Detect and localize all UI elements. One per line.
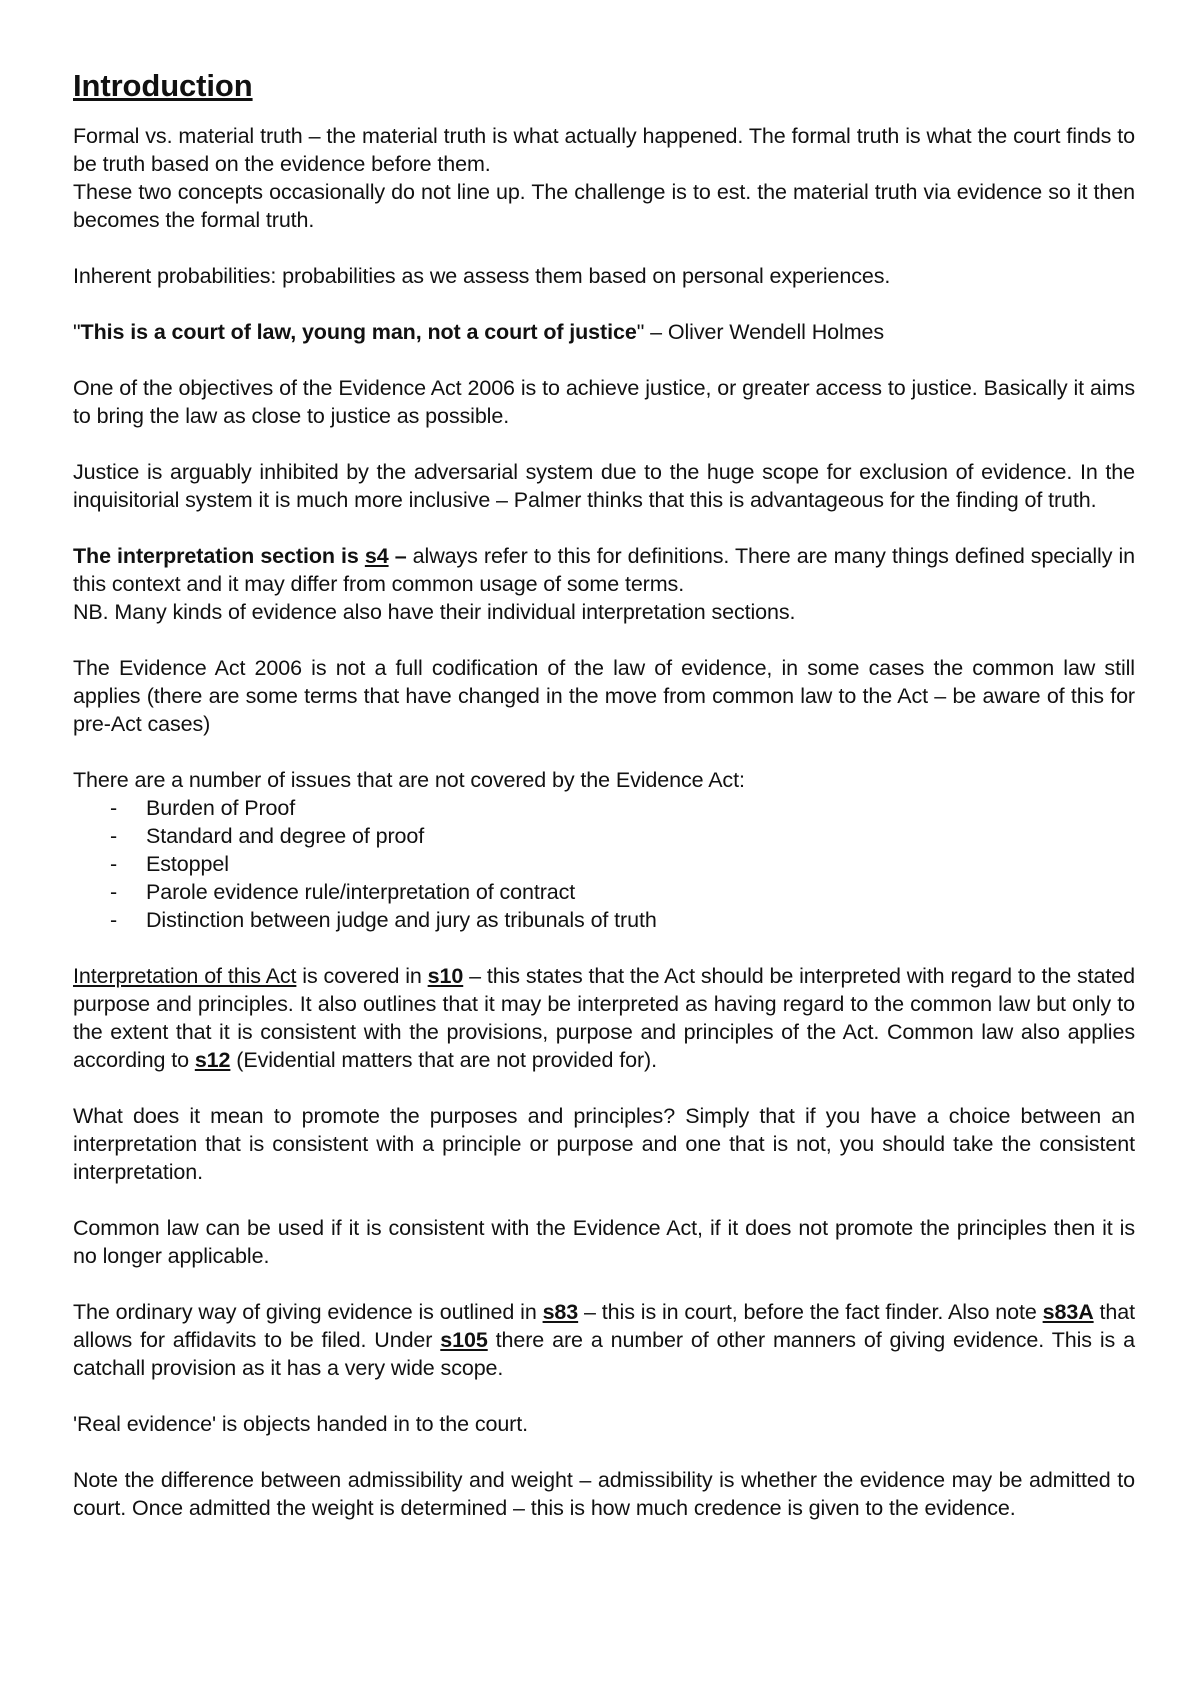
paragraph-promote-purposes: What does it mean to promote the purposes and principles? Simply that if you have a choice between an interpretation that is consistent with a principle or purpose and one that is not, you should take the consistent interpretation. [73, 1104, 1135, 1184]
paragraph-objectives: One of the objectives of the Evidence Act 2006 is to achieve justice, or greater access to justice. Basically it aims to bring the law as close to justice as possible. [73, 376, 1135, 428]
s10-text-2: – this states that the Act should be interpreted with regard to the stated purpose and principles. It also outlines that it may be interpreted as having regard to the common law but only to the extent that it is consistent with the provisions, purpose and principles of the Act. Common law also applies according to [73, 964, 1135, 1072]
interp-dash: – [388, 544, 407, 568]
section-ref-s12: s12 [194, 1048, 231, 1072]
list-item [73, 878, 1135, 906]
quote-open-mark: " [73, 320, 81, 344]
paragraph-adversarial: Justice is arguably inhibited by the adversarial system due to the huge scope for exclusion of evidence. In the inquisitorial system it is much more inclusive – Palmer thinks that this is advantageous for the finding of truth. [73, 460, 1135, 512]
quote-holmes [73, 318, 1135, 346]
quote-close-mark: " [636, 320, 645, 344]
paragraph-concepts: These two concepts occasionally do not line up. The challenge is to est. the material truth via evidence so it then becomes the formal truth. [73, 180, 1135, 232]
section-ref-s4: s4 [364, 544, 389, 568]
paragraph-s10 [73, 962, 1135, 1074]
section-ref-s83: s83 [542, 1300, 579, 1324]
s10-text-1: is covered in [296, 964, 428, 988]
list-item-text: Distinction between judge and jury as tribunals of truth [146, 908, 657, 932]
paragraph-formal-truth: Formal vs. material truth – the material truth is what actually happened. The formal truth is what the court finds to be truth based on the evidence before them. [73, 124, 1135, 176]
paragraph-interpretation-section [73, 542, 1135, 598]
interpretation-of-act-heading: Interpretation of this Act [73, 964, 297, 988]
s83-text-4: there are a number of other manners of giving evidence. This is a catchall provision as it has a very wide scope. [73, 1328, 1135, 1380]
dash-bullet: - [110, 796, 118, 820]
dash-bullet: - [110, 852, 118, 876]
list-item [73, 794, 1135, 822]
section-ref-s83a: s83A [1042, 1300, 1094, 1324]
dash-bullet: - [110, 908, 118, 932]
s83-text-1: The ordinary way of giving evidence is outlined in [73, 1300, 543, 1324]
quote-text: This is a court of law, young man, not a court of justice [80, 320, 637, 344]
issues-intro: There are a number of issues that are not covered by the Evidence Act: [73, 768, 745, 792]
s83-text-2: – this is in court, before the fact finder. Also note [578, 1300, 1043, 1324]
dash-bullet: - [110, 824, 118, 848]
section-ref-s10: s10 [427, 964, 464, 988]
quote-attribution: – Oliver Wendell Holmes [644, 320, 885, 344]
paragraph-s83 [73, 1298, 1135, 1382]
paragraph-admissibility-weight: Note the difference between admissibility and weight – admissibility is whether the evidence may be admitted to court. Once admitted the weight is determined – this is how much credence is given to the evidence. [73, 1468, 1135, 1520]
list-item-text: Estoppel [146, 852, 229, 876]
list-item-text: Parole evidence rule/interpretation of contract [146, 880, 576, 904]
list-item [73, 850, 1135, 878]
list-item-text: Standard and degree of proof [146, 824, 425, 848]
issues-list [73, 794, 1135, 934]
paragraph-codification: The Evidence Act 2006 is not a full codification of the law of evidence, in some cases the common law still applies (there are some terms that have changed in the move from common law to the Act – be aware of this for pre-Act cases) [73, 656, 1135, 736]
document-page [73, 66, 1135, 1522]
list-item [73, 906, 1135, 934]
interp-lead: The interpretation section is [73, 544, 365, 568]
list-item [73, 822, 1135, 850]
section-ref-s105: s105 [440, 1328, 488, 1352]
dash-bullet: - [110, 880, 118, 904]
s83-text-3: that allows for affidavits to be filed. Under [73, 1300, 1135, 1352]
paragraph-real-evidence: 'Real evidence' is objects handed in to the court. [73, 1412, 528, 1436]
paragraph-inherent-probabilities: Inherent probabilities: probabilities as we assess them based on personal experiences. [73, 264, 891, 288]
paragraph-common-law: Common law can be used if it is consistent with the Evidence Act, if it does not promote the principles then it is no longer applicable. [73, 1216, 1135, 1268]
list-item-text: Burden of Proof [146, 796, 296, 820]
interp-rest: always refer to this for definitions. There are many things defined specially in this context and it may differ from common usage of some terms. [73, 544, 1135, 596]
s10-text-3: (Evidential matters that are not provided for). [230, 1048, 657, 1072]
page-title: Introduction [73, 68, 253, 103]
paragraph-nb: NB. Many kinds of evidence also have their individual interpretation sections. [73, 600, 796, 624]
